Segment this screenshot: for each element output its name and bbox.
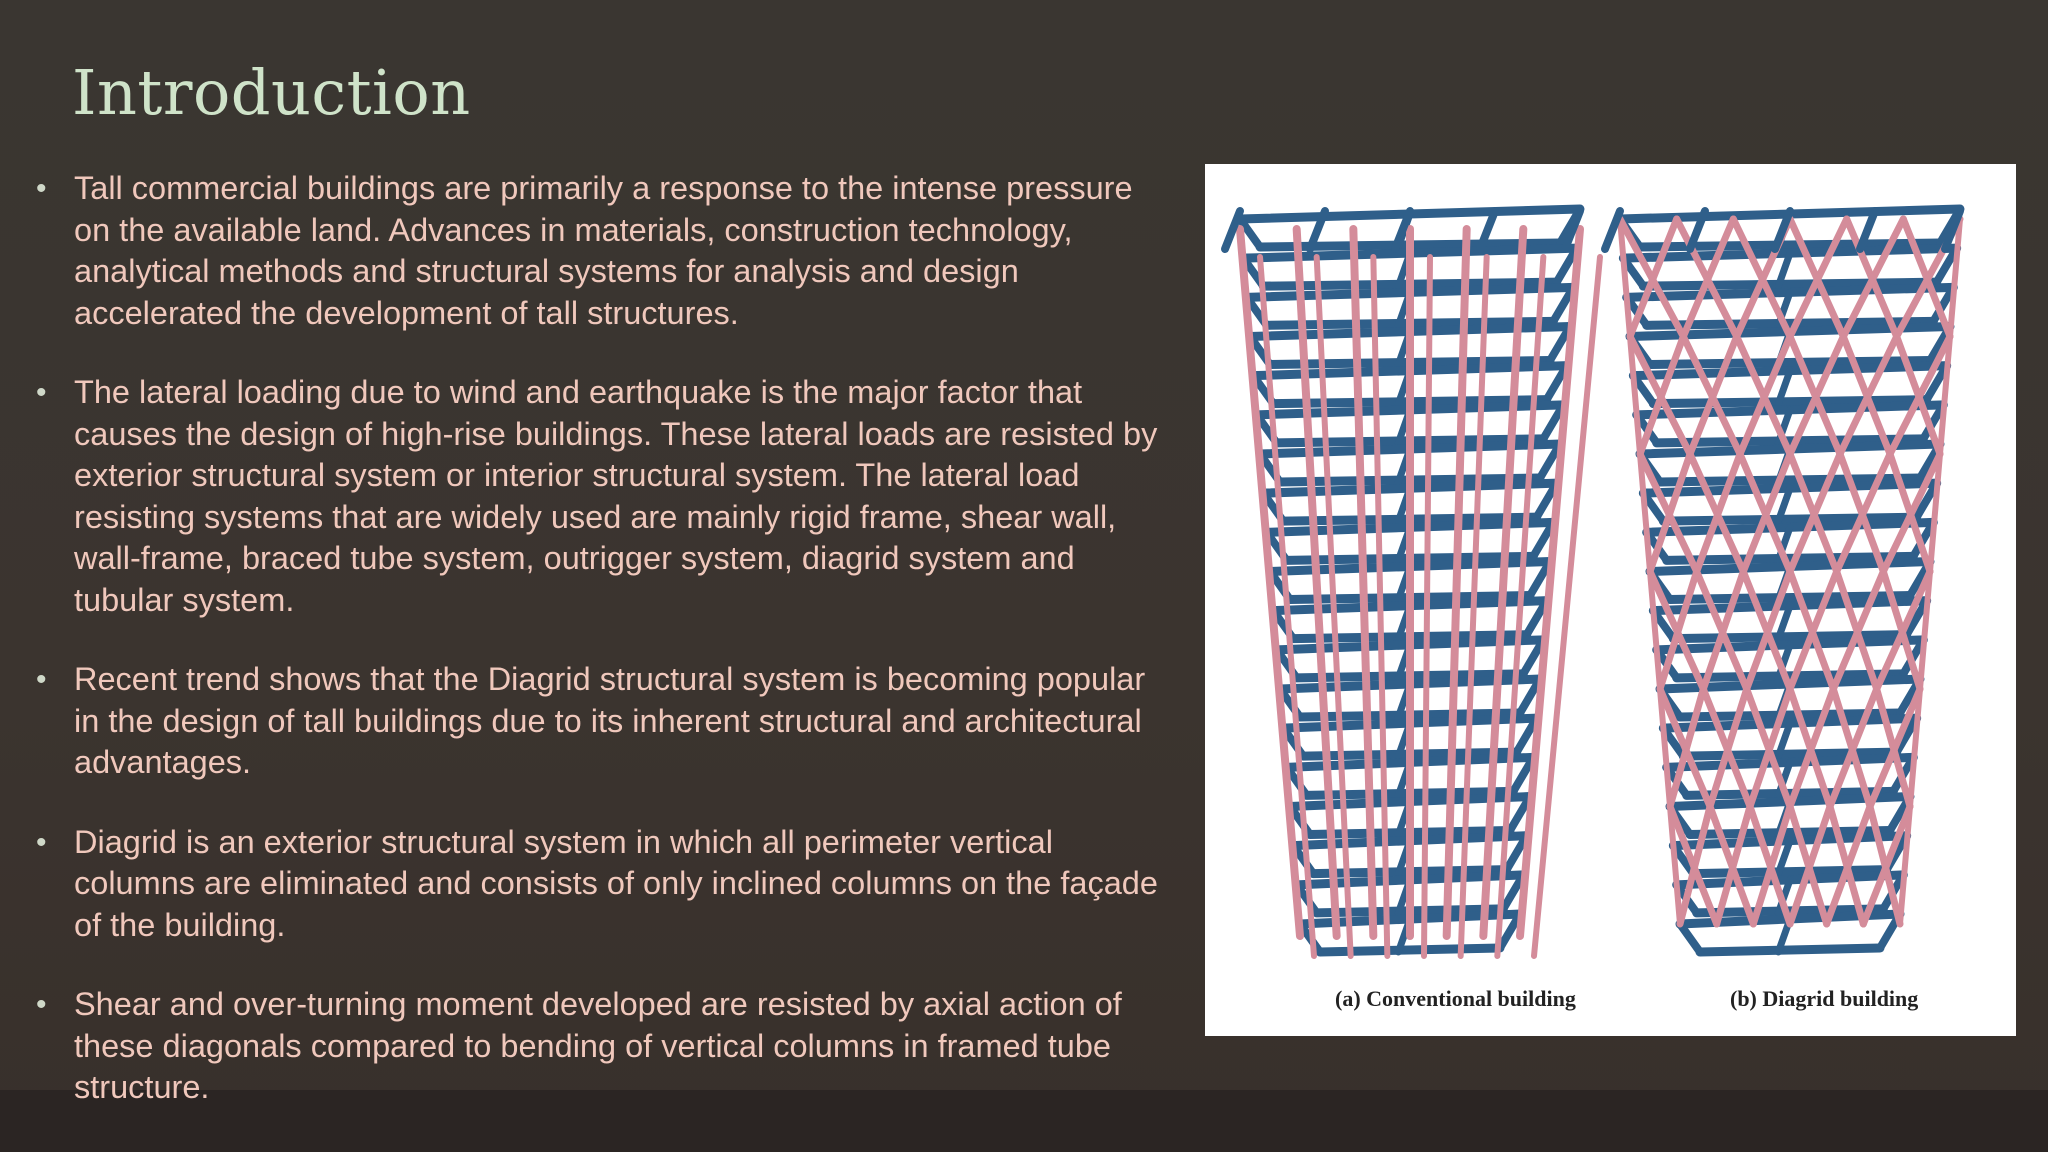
- bullet-item: [32, 659, 1162, 784]
- conventional-building-model: [1225, 209, 1600, 956]
- bullet-item: [32, 984, 1162, 1109]
- bullet-text: The lateral loading due to wind and earthquake is the major factor that causes the design of high-rise buildings. These lateral loads are resisted by exterior structural system or interior structural system. The lateral load resisting systems that are widely used are mainly rigid frame, shear wall, wall-frame, braced tube system, outrigger system, diagrid system and tubular system.: [74, 374, 1158, 618]
- bullet-item: [32, 168, 1162, 334]
- bullet-dot-icon: •: [36, 376, 47, 409]
- bullet-text: Recent trend shows that the Diagrid structural system is becoming popular in the design of tall buildings due to its inherent structural and architectural advantages.: [74, 661, 1146, 780]
- floor-beam: [1320, 948, 1500, 952]
- bullet-text: Shear and over-turning moment developed are resisted by axial action of these diagonals compared to bending of vertical columns in framed tube structure.: [74, 986, 1122, 1105]
- bullet-item: [32, 822, 1162, 947]
- roof-beam: [1605, 211, 1620, 249]
- bullet-text: Diagrid is an exterior structural system in which all perimeter vertical columns are eliminated and consists of only inclined columns on the façade of the building.: [74, 823, 1158, 943]
- caption-conventional: (a) Conventional building: [1335, 986, 1576, 1011]
- bullet-text: Tall commercial buildings are primarily a response to the intense pressure on the available land. Advances in materials, construction technology, analytical methods and structural systems for analysis and design accelerated the development of tall structures.: [74, 170, 1133, 331]
- slide-title: Introduction: [72, 56, 471, 129]
- caption-diagrid: (b) Diagrid building: [1730, 986, 1919, 1011]
- bullet-dot-icon: •: [36, 825, 47, 859]
- bullet-dot-icon: •: [36, 663, 47, 696]
- floor-beam: [1700, 948, 1880, 952]
- building-illustration: [1205, 164, 2016, 1036]
- building-comparison-figure: [1205, 164, 2016, 1036]
- diagrid-building-model: [1605, 209, 1960, 952]
- bullet-dot-icon: •: [36, 988, 47, 1021]
- floor-beam: [1680, 924, 1700, 952]
- bullet-dot-icon: •: [36, 172, 47, 205]
- bullet-list: [32, 168, 1162, 1147]
- bullet-item: [32, 372, 1162, 621]
